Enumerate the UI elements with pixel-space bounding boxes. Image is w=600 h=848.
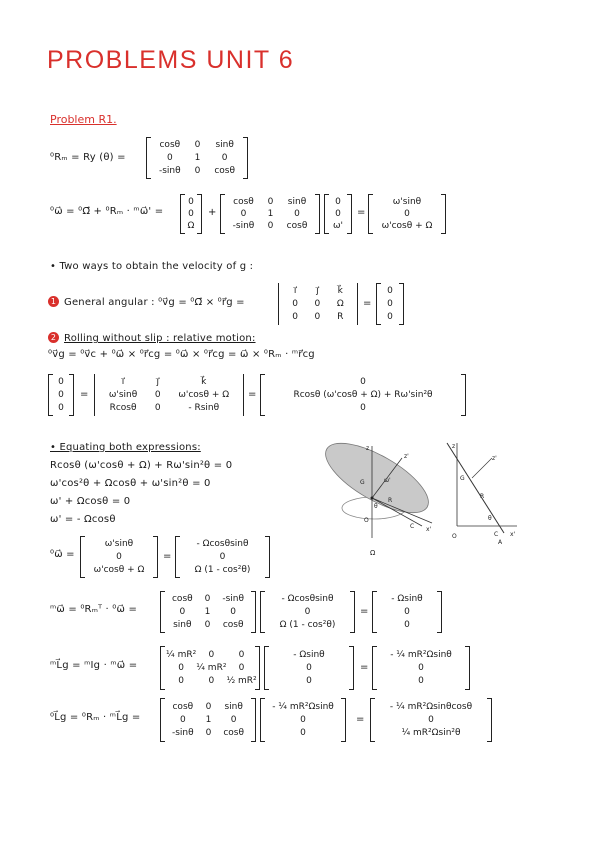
matrix-cell: 0 (194, 140, 201, 151)
matrix-grid (100, 376, 238, 414)
bracket-left (376, 283, 381, 325)
way2-text: Rolling without slip : relative motion: (64, 333, 256, 344)
matrix-grid (166, 700, 250, 740)
matrix-grid (181, 538, 264, 576)
omega-matrix-1 (180, 194, 202, 234)
zp-axis-2 (472, 458, 492, 478)
matrix-grid (378, 593, 436, 631)
page-title: PROBLEMS UNIT 6 (47, 46, 295, 74)
matrix-cell: ω'sinθ (392, 197, 422, 207)
matrix-cell: - Rsinθ (188, 402, 220, 413)
matrix-cell: 0 (238, 662, 245, 673)
det-bar-left (94, 374, 95, 416)
bracket-left (220, 194, 225, 234)
point-o (371, 497, 374, 500)
bracket-right (251, 591, 256, 633)
matrix-cell: 0 (178, 676, 184, 687)
bracket-right (243, 137, 248, 179)
eq-w0-lhs: ⁰ω⃗ = (50, 549, 75, 560)
matrix-cell: 0 (230, 606, 237, 617)
fig-left-g: G (360, 479, 365, 486)
bracket-left (175, 536, 180, 578)
way2-determinant (94, 374, 244, 416)
matrix-cell: 0 (404, 606, 410, 617)
matrix-cell: sinθ (215, 140, 234, 151)
bracket-right (315, 194, 320, 234)
matrix-grid (376, 700, 486, 740)
bracket-right (465, 646, 470, 690)
disk-shape (322, 438, 438, 526)
fig-right-z: z (452, 443, 456, 450)
way1-line (48, 296, 245, 308)
matrix-cell: ¼ mR² (166, 649, 197, 660)
bracket-left (80, 536, 85, 578)
matrix-cell: 0 (360, 402, 366, 413)
l0-matrix-3 (370, 698, 492, 742)
matrix-cell: 0 (178, 662, 184, 673)
matrix-cell: 0 (205, 701, 212, 712)
matrix-cell: 0 (238, 649, 245, 660)
w0-matrix-2 (175, 536, 270, 578)
bracket-left (160, 591, 165, 633)
matrix-cell: 0 (154, 389, 161, 400)
matrix-cell: - ¼ mR²Ωsinθ (272, 701, 334, 712)
fig-right-a: A (498, 539, 503, 546)
matrix-cell: 0 (387, 286, 393, 297)
matrix-cell: ω'cosθ + Ω (93, 564, 145, 575)
matrix-cell: - Ωsinθ (293, 649, 325, 660)
rotation-matrix (146, 137, 248, 179)
bracket-right (487, 698, 492, 742)
matrix-cell: Ω (336, 298, 344, 309)
equating-line-2: ω'cos²θ + Ωcosθ + ω'sin²θ = 0 (50, 478, 211, 489)
two-ways-label: • Two ways to obtain the velocity of g : (50, 261, 254, 272)
matrix-grid (266, 376, 460, 414)
matrix-cell: cosθ (286, 221, 308, 231)
fig-left-z: z (366, 445, 370, 452)
matrix-cell: sinθ (287, 197, 307, 207)
matrix-grid (330, 196, 346, 232)
matrix-cell: j⃗ (156, 377, 160, 388)
matrix-cell: 0 (188, 197, 194, 207)
matrix-cell: cosθ (172, 701, 194, 712)
matrix-cell: 0 (335, 197, 341, 207)
figure-right (447, 443, 517, 546)
w0-equals: = (163, 551, 172, 562)
matrix-cell: 0 (194, 165, 201, 176)
matrix-cell: 0 (179, 714, 186, 725)
eq-omega-lhs: ⁰ω⃗ = ⁰Ω⃗ + ⁰Rₘ · ᵐω⃗' = (50, 206, 164, 217)
bracket-left (180, 194, 185, 234)
matrix-cell: 0 (240, 209, 247, 219)
matrix-cell: ω'sinθ (104, 539, 134, 550)
fig-right-xp: x' (510, 531, 516, 538)
way2-result (260, 374, 466, 416)
matrix-cell: 0 (292, 311, 298, 322)
matrix-grid (382, 285, 398, 323)
fig-left-zp: z' (404, 453, 409, 460)
matrix-cell: 0 (58, 377, 64, 388)
wm-matrix-3 (372, 591, 442, 633)
fig-left-theta: θ (374, 503, 378, 510)
bracket-right (461, 374, 466, 416)
bracket-left (146, 137, 151, 179)
matrix-cell: 0 (387, 298, 393, 309)
matrix-cell: - Ωcosθsinθ (281, 594, 334, 605)
matrix-cell: Rcosθ (ω'cosθ + Ω) + Rω'sin²θ (293, 389, 433, 400)
l0-matrix-1 (160, 698, 256, 742)
matrix-cell: ½ mR² (226, 676, 257, 687)
bracket-right (251, 698, 256, 742)
matrix-cell: 1 (194, 152, 201, 163)
fig-left-c: C (410, 523, 415, 530)
matrix-cell: sinθ (224, 701, 243, 712)
matrix-cell: Ω (1 - cos²θ) (279, 619, 336, 630)
matrix-cell: 0 (404, 209, 410, 219)
two-ways-text (50, 261, 253, 272)
matrix-cell: 0 (292, 298, 298, 309)
l0-matrix-2 (260, 698, 346, 742)
l-equals: = (360, 662, 369, 673)
matrix-cell: 0 (154, 402, 161, 413)
matrix-grid (270, 648, 348, 688)
matrix-cell: j⃗ (316, 286, 319, 297)
omega-matrix-4 (368, 194, 446, 234)
matrix-cell: 0 (205, 728, 212, 739)
matrix-cell: 0 (116, 551, 122, 562)
omega-matrix-2 (220, 194, 320, 234)
matrix-cell: ¼ mR²Ωsin²θ (401, 728, 461, 739)
matrix-cell: 0 (428, 714, 434, 725)
matrix-grid (86, 538, 152, 576)
matrix-cell: 0 (306, 662, 312, 673)
way2-equals-2: = (248, 389, 257, 400)
bracket-right (437, 591, 442, 633)
matrix-cell: 1 (205, 714, 212, 725)
equating-line-1: Rcosθ (ω'cosθ + Ω) + Rω'sin²θ = 0 (50, 460, 233, 471)
det-bar-right (357, 283, 358, 325)
matrix-cell: Ω (187, 221, 195, 231)
bracket-right (341, 698, 346, 742)
bracket-left (324, 194, 329, 234)
matrix-cell: 0 (204, 619, 211, 630)
matrix-cell: 0 (314, 311, 321, 322)
bracket-left (160, 646, 165, 690)
matrix-cell: 0 (219, 551, 226, 562)
bracket-left (372, 646, 377, 690)
matrix-cell: 0 (335, 209, 341, 219)
fig-left-o: O (364, 517, 369, 524)
bracket-left (260, 591, 265, 633)
way1-determinant (278, 283, 358, 325)
fig-right-g: G (460, 475, 465, 482)
matrix-cell: R (337, 311, 344, 322)
l0-equals: = (356, 714, 365, 725)
det-bar-right (243, 374, 244, 416)
matrix-cell: 0 (304, 606, 311, 617)
matrix-grid (166, 593, 250, 631)
figure-left (322, 438, 438, 557)
l-matrix-2 (264, 646, 354, 690)
matrix-cell: -sinθ (158, 165, 181, 176)
bracket-left (372, 591, 377, 633)
bracket-right (349, 646, 354, 690)
matrix-cell: - ¼ mR²Ωsinθcosθ (389, 701, 473, 712)
matrix-grid (378, 648, 464, 688)
bracket-right (399, 283, 404, 325)
w0-matrix-1 (80, 536, 158, 578)
equating-title: • Equating both expressions: (50, 442, 201, 453)
matrix-cell: 0 (267, 197, 274, 207)
matrix-cell: 0 (208, 649, 215, 660)
matrix-cell: cosθ (223, 728, 244, 739)
omega-matrix-3 (324, 194, 352, 234)
way1-equals: = (363, 298, 372, 309)
matrix-cell: 0 (387, 311, 393, 322)
bracket-right (350, 591, 355, 633)
matrix-cell: i⃗ (293, 286, 297, 297)
matrix-cell: - Ωcosθsinθ (196, 539, 249, 550)
eq-l0-lhs: ⁰L⃗g = ⁰Rₘ · ᵐL⃗g = (50, 712, 141, 723)
matrix-cell: 0 (204, 594, 211, 605)
bracket-right (153, 536, 158, 578)
wm-equals: = (360, 606, 369, 617)
l-matrix-3 (372, 646, 470, 690)
bracket-left (160, 698, 165, 742)
matrix-grid (166, 648, 257, 688)
matrix-cell: sinθ (173, 619, 192, 630)
eq-l-lhs: ᵐL⃗g = ᵐIg · ᵐω⃗ = (50, 660, 138, 671)
fig-right-o: O (452, 533, 457, 540)
matrix-cell: 0 (300, 714, 306, 725)
fig-left-r: R (388, 497, 393, 504)
matrix-cell: 0 (230, 714, 237, 725)
matrix-grid (266, 700, 340, 740)
matrix-grid (226, 196, 314, 232)
matrix-cell: 0 (300, 728, 306, 739)
bracket-right (347, 194, 352, 234)
way2-number: 2 (48, 332, 59, 343)
matrix-cell: 0 (418, 676, 424, 687)
matrix-grid (186, 196, 196, 232)
matrix-cell: 0 (208, 676, 215, 687)
fig-right-c: C (494, 531, 499, 538)
matrix-grid (54, 376, 68, 414)
bracket-right (69, 374, 74, 416)
matrix-cell: 0 (188, 209, 194, 219)
matrix-cell: 0 (166, 152, 173, 163)
matrix-cell: - Ωsinθ (391, 594, 423, 605)
matrix-cell: 1 (267, 209, 274, 219)
matrix-grid (284, 285, 352, 323)
matrix-cell: 0 (314, 298, 321, 309)
matrix-cell: k⃗ (337, 286, 343, 297)
matrix-cell: 0 (404, 619, 410, 630)
bracket-left (48, 374, 53, 416)
fig-left-xp: x' (426, 526, 432, 533)
rolling-disk-figure (322, 438, 522, 563)
matrix-cell: 0 (179, 606, 186, 617)
matrix-cell: Rcosθ (109, 402, 137, 413)
matrix-cell: Ω (1 - cos²θ) (194, 564, 251, 575)
matrix-cell: -sinθ (171, 728, 194, 739)
equating-line-4: ω' = - Ωcosθ (50, 514, 116, 525)
bracket-right (265, 536, 270, 578)
matrix-cell: ω'cosθ + Ω (178, 389, 230, 400)
equals-sign: = (357, 207, 366, 218)
way1-result (376, 283, 404, 325)
way1-text: General angular : ⁰v⃗g = ⁰Ω⃗ × ⁰r⃗g = (64, 297, 245, 308)
matrix-cell: i⃗ (121, 377, 125, 388)
matrix-cell: 0 (267, 221, 274, 231)
matrix-cell: cosθ (171, 594, 193, 605)
plus-sign: + (208, 207, 217, 218)
bracket-right (197, 194, 202, 234)
matrix-cell: 0 (221, 152, 228, 163)
matrix-cell: ω'cosθ + Ω (381, 221, 433, 231)
fig-right-theta: θ (488, 515, 492, 522)
matrix-cell: 1 (204, 606, 211, 617)
way2-equation: ⁰v⃗g = ⁰v⃗c + ⁰ω⃗ × ⁰r⃗cg = ⁰ω⃗ × ⁰r⃗cg = ω⃗ × ⁰Rₘ · ᵐr⃗cg (48, 349, 315, 360)
fig-left-omega-p: ω' (384, 477, 391, 484)
bracket-left (370, 698, 375, 742)
way2-equals-1: = (80, 389, 89, 400)
matrix-cell: 0 (306, 676, 312, 687)
wm-matrix-2 (260, 591, 355, 633)
matrix-cell: - ¼ mR²Ωsinθ (390, 649, 452, 660)
matrix-grid (266, 593, 349, 631)
bracket-left (260, 698, 265, 742)
bracket-left (264, 646, 269, 690)
matrix-cell: cosθ (222, 619, 244, 630)
eq-r-lhs: ⁰Rₘ = Ry (θ) = (50, 152, 126, 163)
wm-matrix-1 (160, 591, 256, 633)
bracket-right (441, 194, 446, 234)
fig-right-r: R (480, 493, 485, 500)
way2-line (48, 332, 256, 344)
matrix-cell: cosθ (233, 197, 254, 207)
matrix-cell: 0 (418, 662, 424, 673)
way1-number: 1 (48, 296, 59, 307)
way2-lhs-vector (48, 374, 74, 416)
eq-wm-lhs: ᵐω⃗ = ⁰Rₘᵀ · ⁰ω⃗ = (50, 604, 138, 615)
matrix-cell: ¼ mR² (196, 662, 227, 673)
l-matrix-1 (160, 646, 260, 690)
problem-label: Problem R1. (50, 113, 117, 126)
matrix-cell: 0 (58, 402, 64, 413)
equating-line-3: ω' + Ωcosθ = 0 (50, 496, 131, 507)
fig-left-omega: Ω (370, 549, 376, 557)
matrix-cell: ω' (332, 221, 343, 231)
matrix-cell: -sinθ (232, 221, 255, 231)
matrix-cell: -sinθ (222, 594, 244, 605)
matrix-grid (152, 139, 242, 177)
det-bar-left (278, 283, 279, 325)
bracket-left (368, 194, 373, 234)
matrix-cell: cosθ (159, 140, 181, 151)
bracket-left (260, 374, 265, 416)
matrix-grid (374, 196, 440, 232)
matrix-cell: 0 (360, 377, 366, 388)
fig-right-zp: z' (492, 455, 497, 462)
matrix-cell: ω'sinθ (108, 389, 138, 400)
matrix-cell: 0 (58, 389, 64, 400)
matrix-cell: 0 (294, 209, 300, 219)
matrix-cell: k⃗ (201, 377, 207, 388)
matrix-cell: cosθ (214, 165, 235, 176)
